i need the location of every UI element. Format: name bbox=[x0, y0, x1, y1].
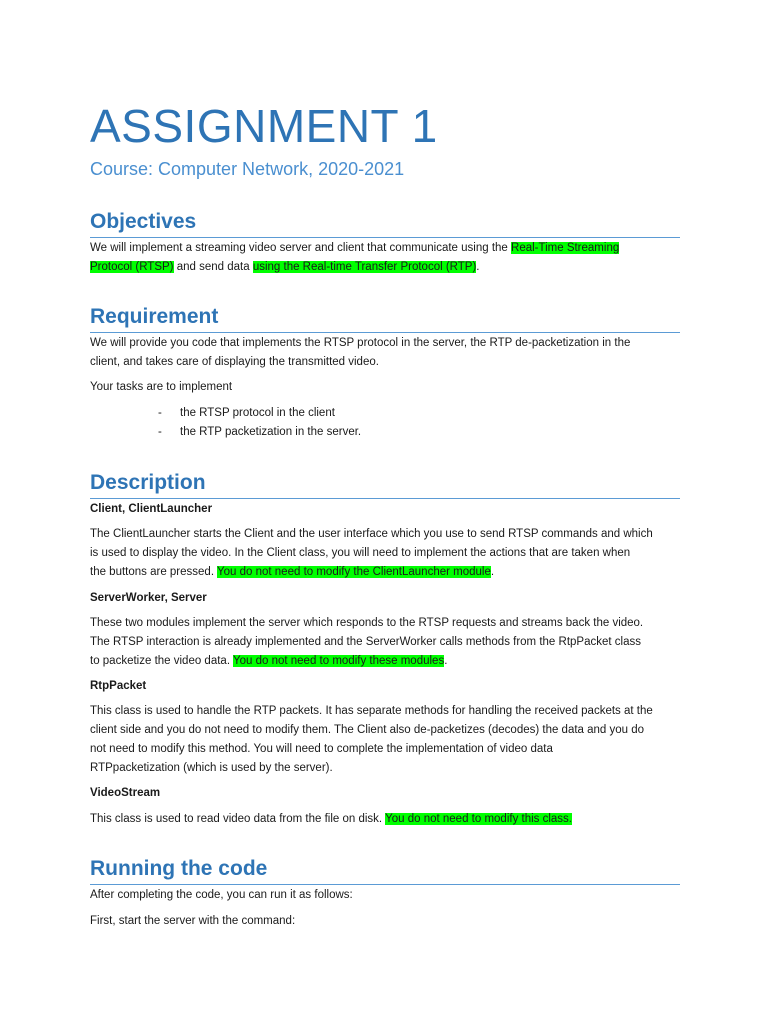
videostream-paragraph bbox=[90, 810, 680, 829]
requirement-line1: We will provide you code that implements the RTSP protocol in the server, the RTP de-packetization in the bbox=[90, 337, 631, 349]
highlight-rtsp-line1: Real-Time Streaming bbox=[511, 242, 620, 254]
bullet-dash: - bbox=[158, 426, 162, 438]
server-paragraph bbox=[90, 614, 680, 671]
requirement-paragraph-2: Your tasks are to implement bbox=[90, 381, 233, 393]
server-line2: The RTSP interaction is already implemented and the ServerWorker calls methods from the RtpPacket class bbox=[90, 636, 641, 648]
client-paragraph bbox=[90, 525, 680, 582]
subheading-rtppacket: RtpPacket bbox=[90, 680, 147, 692]
heading-description: Description bbox=[90, 470, 680, 499]
highlight-video: You do not need to modify this class. bbox=[385, 813, 572, 825]
objectives-text-end: . bbox=[476, 261, 480, 273]
client-line2: is used to display the video. In the Client class, you will need to implement the actions that are taken when bbox=[90, 547, 631, 559]
client-line1: The ClientLauncher starts the Client and the user interface which you use to send RTSP commands and which bbox=[90, 528, 653, 540]
requirement-paragraph-1 bbox=[90, 334, 680, 372]
bullet-dash: - bbox=[158, 407, 162, 419]
highlight-rtsp-line2: Protocol (RTSP) bbox=[90, 261, 174, 273]
rtp-line4: RTPpacketization (which is used by the server). bbox=[90, 762, 333, 774]
requirement-line2: client, and takes care of displaying the transmitted video. bbox=[90, 356, 379, 368]
list-item bbox=[158, 423, 361, 442]
objectives-text-before: We will implement a streaming video server and client that communicate using the bbox=[90, 242, 512, 254]
highlight-server: You do not need to modify these modules bbox=[233, 655, 445, 667]
rtp-line1: This class is used to handle the RTP packets. It has separate methods for handling the received packets at the bbox=[90, 705, 653, 717]
server-end: . bbox=[444, 655, 448, 667]
running-paragraph-2: First, start the server with the command: bbox=[90, 915, 296, 927]
document-subtitle: Course: Computer Network, 2020-2021 bbox=[90, 159, 405, 179]
rtp-line2: client side and you do not need to modify them. The Client also de-packetizes (decodes) the data and you do bbox=[90, 724, 645, 736]
running-paragraph-1: After completing the code, you can run it as follows: bbox=[90, 889, 353, 901]
list-item-text: the RTSP protocol in the client bbox=[180, 407, 335, 419]
video-text: This class is used to read video data from the file on disk. bbox=[90, 813, 386, 825]
subheading-client: Client, ClientLauncher bbox=[90, 503, 213, 515]
objectives-text-middle: and send data bbox=[173, 261, 253, 273]
subheading-videostream: VideoStream bbox=[90, 787, 161, 799]
heading-running-the-code: Running the code bbox=[90, 856, 680, 885]
highlight-client: You do not need to modify the ClientLauncher module bbox=[217, 566, 491, 578]
server-line3: to packetize the video data. bbox=[90, 655, 233, 667]
heading-requirement: Requirement bbox=[90, 304, 680, 333]
list-item bbox=[158, 404, 335, 423]
subheading-server: ServerWorker, Server bbox=[90, 592, 207, 604]
document-title: ASSIGNMENT 1 bbox=[90, 100, 438, 152]
rtp-line3: not need to modify this method. You will need to complete the implementation of video data bbox=[90, 743, 553, 755]
client-line3: the buttons are pressed. bbox=[90, 566, 218, 578]
heading-objectives: Objectives bbox=[90, 209, 680, 238]
server-line1: These two modules implement the server which responds to the RTSP requests and streams back the video. bbox=[90, 617, 644, 629]
objectives-paragraph bbox=[90, 239, 680, 277]
list-item-text: the RTP packetization in the server. bbox=[180, 426, 362, 438]
highlight-rtp: using the Real-time Transfer Protocol (RTP) bbox=[252, 261, 477, 273]
rtppacket-paragraph bbox=[90, 702, 680, 778]
client-end: . bbox=[490, 566, 495, 578]
